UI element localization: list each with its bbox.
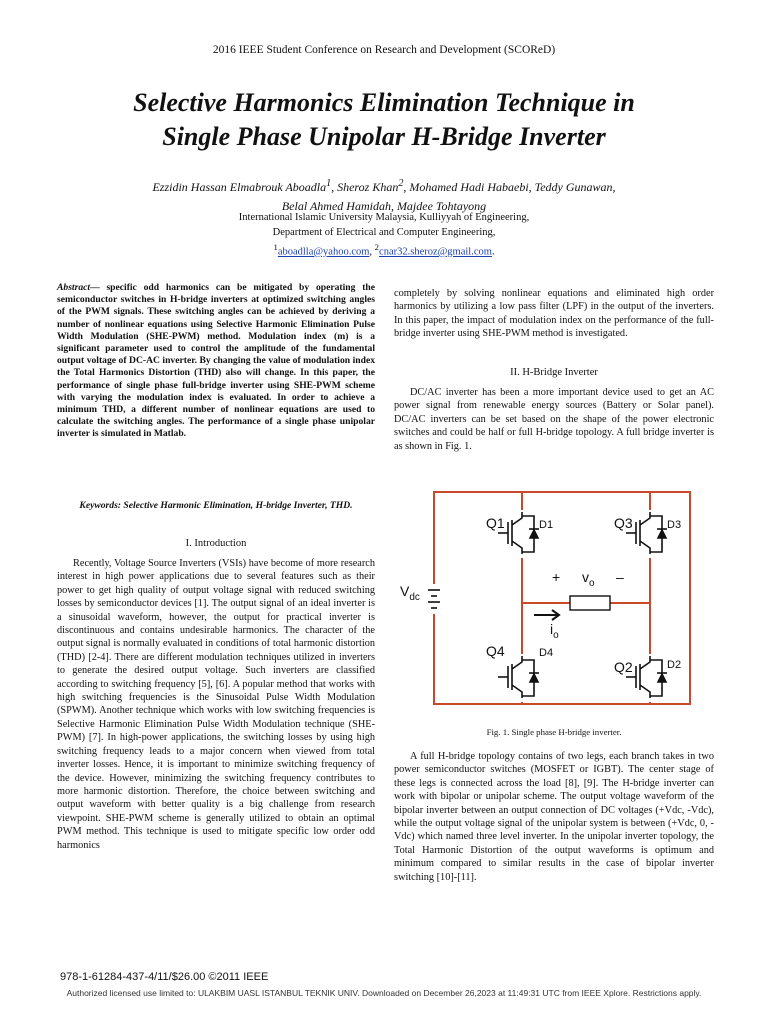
current-arrow-icon — [534, 610, 559, 620]
label-q4: Q4 — [486, 643, 505, 659]
label-plus: + — [552, 569, 561, 585]
affiliation-line-2: Department of Electrical and Computer Engineering, — [272, 227, 496, 238]
label-q3: Q3 — [614, 515, 633, 531]
conference-header: 2016 IEEE Student Conference on Research and Development (SCOReD) — [212, 44, 556, 56]
abstract — [57, 282, 375, 441]
label-d2: D2 — [667, 659, 682, 671]
affiliation-line-1: International Islamic University Malaysia, Kulliyyah of Engineering, — [238, 212, 530, 223]
license-footer: Authorized licensed use limited to: ULAKBIM UASL ISTANBUL TEKNIK UNIV. Downloaded on December 26,2023 at 11:49:31 UTC from IEEE Xplore. Restrictions apply. — [66, 988, 702, 998]
authors-line-2: Belal Ahmed Hamidah, Majdee Tohtayong — [281, 199, 487, 213]
email-link-2[interactable]: cnar32.sheroz@gmail.com — [379, 246, 492, 258]
section-heading-h-bridge: II. H-Bridge Inverter — [510, 367, 598, 378]
introduction-body — [57, 557, 375, 852]
label-q1: Q1 — [486, 515, 505, 531]
isbn-copyright: 978-1-61284-437-4/11/$26.00 ©2011 IEEE — [60, 971, 269, 983]
introduction-paragraph: Recently, Voltage Source Inverters (VSIs) have become of more research interest in high power applications due to several features such as their power to get high quality of output voltage signal with reduced switching losses by semiconductor devices [1]. The output signal of an ideal inverter is a sinusoidal waveform, however, the output for practical inverter is discontinuous and contains undesirable harmonics. The character of the output signal is normally evaluated in conditions of total harmonic distortion (THD) [2-4]. There are different modulation techniques utilized in inverters to generate the desired output voltage. Such inverters are classified according to switching frequency [5], [6]. A popular method that works with high switching frequencies is the Sinusoidal Pulse Width Modulation (SPWM). Another technique which works with low switching frequencies is Selective Harmonic Elimination Pulse Width Modulation technique (SHE-PWM) [7]. In high-power applications, the switching losses by using high switching frequency leads to a major concern when viewed from total inverter losses. Hence, it is important to minimize switching frequency of the device. However, minimizing the switching frequency contributes to more harmonic distortion. Therefore, the choice between switching and output waveform with better quality is a big challenge from research viewpoint. SHE-PWM scheme is generally utilized to obtain an optimal PWM method. This technique is used to mitigate specific low order odd harmonics — [57, 558, 375, 851]
section-heading-introduction: I. Introduction — [185, 538, 247, 549]
label-io-main: i — [550, 621, 554, 637]
introduction-continued: completely by solving nonlinear equations and eliminated high order harmonics by utilizing a low pass filter (LPF) in the output of the inverters. In this paper, the impact of modulation index on the performance of the full-bridge inverter using SHE-PWM method is investigated. — [394, 288, 714, 340]
label-d4: D4 — [539, 647, 554, 659]
battery-icon — [427, 584, 441, 614]
label-q2: Q2 — [614, 659, 633, 675]
affiliation — [60, 210, 708, 260]
abstract-text: — specific odd harmonics can be mitigated by operating the semiconductor switches in H-bridge inverters at optimized switching angles of the PWM signals. These switching angles can be achieved by deriving a number of nonlinear equations using Selective Harmonic Elimination Pulse Width Modulation (SHE-PWM) method. Modulation index (m) is a significant parameter used to control the amplitude of the fundamental output voltage of DC-AC inverter. By changing the value of modulation index the Total Harmonics Distortion (THD) also will change. In this paper, the performance of single phase full-bridge inverter using SHE-PWM scheme with varying the modulation index is evaluated. In order to achieve a minimum THD, a different number of nonlinear equations are used to calculate the switching angles. The performance of a single phase unipolar inverter is simulated in Matlab. — [57, 282, 375, 440]
authors-rest: , Mohamed Hadi Habaebi, Teddy Gunawan, — [403, 180, 616, 194]
switch-q4 — [497, 654, 545, 702]
email-line: $^1$aboadlla@yahoo.com, $^2$cnar32.sheroz@gmail.com. — [273, 242, 495, 258]
label-d3: D3 — [667, 519, 682, 531]
label-vdc — [400, 583, 420, 603]
after-figure-paragraph: A full H-bridge topology contains of two legs, each branch takes in two power semiconductor switches (MOSFET or IGBT). The center stage of these legs is connected across the load [8], [9]. The H-bridge inverter can work with bipolar or unipolar scheme. The output voltage waveform of the bipolar inverter between an output connection of DC voltages (+Vdc, -Vdc), while the output voltage signal of the unipolar system is between (+Vdc, 0, - Vdc) which named three level inverter. In the unipolar inverter topology, the Total Harmonic Distortion of the output waveforms is optimum and minimum compared to similar results in the case of bipolar inverter switching [10]-[11]. — [394, 751, 714, 883]
h-bridge-paragraph: DC/AC inverter has been a more important device used to get an AC power signal from renewable energy sources (Battery or Solar panel). DC/AC inverters can be set based on the shape of the power electronic switches and could be half or full H-bridge topology. A full bridge inverter is as shown in Fig. 1. — [394, 387, 714, 452]
title-line-2: Single Phase Unipolar H-Bridge Inverter — [162, 122, 606, 151]
email-superscript-2: 2 — [374, 242, 380, 252]
title-line-1: Selective Harmonics Elimination Technique in — [133, 88, 635, 117]
label-d1: D1 — [539, 519, 554, 531]
label-vo-sub: o — [589, 578, 595, 589]
email-superscript-1: 1 — [273, 242, 278, 252]
author-khan: , Sheroz Khan — [331, 180, 399, 194]
label-vo-main: v — [582, 569, 589, 585]
h-bridge-body-continued — [394, 750, 714, 884]
superscript-1: 1 — [326, 178, 332, 189]
figure-caption: Fig. 1. Single phase H-bridge inverter. — [486, 727, 622, 737]
load-resistor — [570, 596, 610, 610]
keywords: Keywords: Selective Harmonic Elimination, H-bridge Inverter, THD. — [79, 500, 353, 511]
figure-h-bridge-circuit — [394, 472, 714, 722]
authors-line-1 — [60, 174, 708, 197]
email-link-1[interactable]: aboadlla@yahoo.com — [277, 246, 370, 258]
circuit-diagram — [394, 472, 714, 722]
label-vdc-main: V — [400, 583, 410, 599]
label-vo — [582, 569, 595, 589]
abstract-label: Abstract — [57, 282, 91, 293]
label-vdc-sub: dc — [409, 592, 420, 603]
label-io — [550, 621, 559, 641]
label-io-sub: o — [553, 630, 559, 641]
author-aboadla: Ezzidin Hassan Elmabrouk Aboadla — [152, 180, 327, 194]
superscript-2: 2 — [398, 178, 404, 189]
h-bridge-body — [394, 386, 714, 453]
label-minus: – — [616, 569, 624, 585]
paper-title — [40, 86, 728, 154]
